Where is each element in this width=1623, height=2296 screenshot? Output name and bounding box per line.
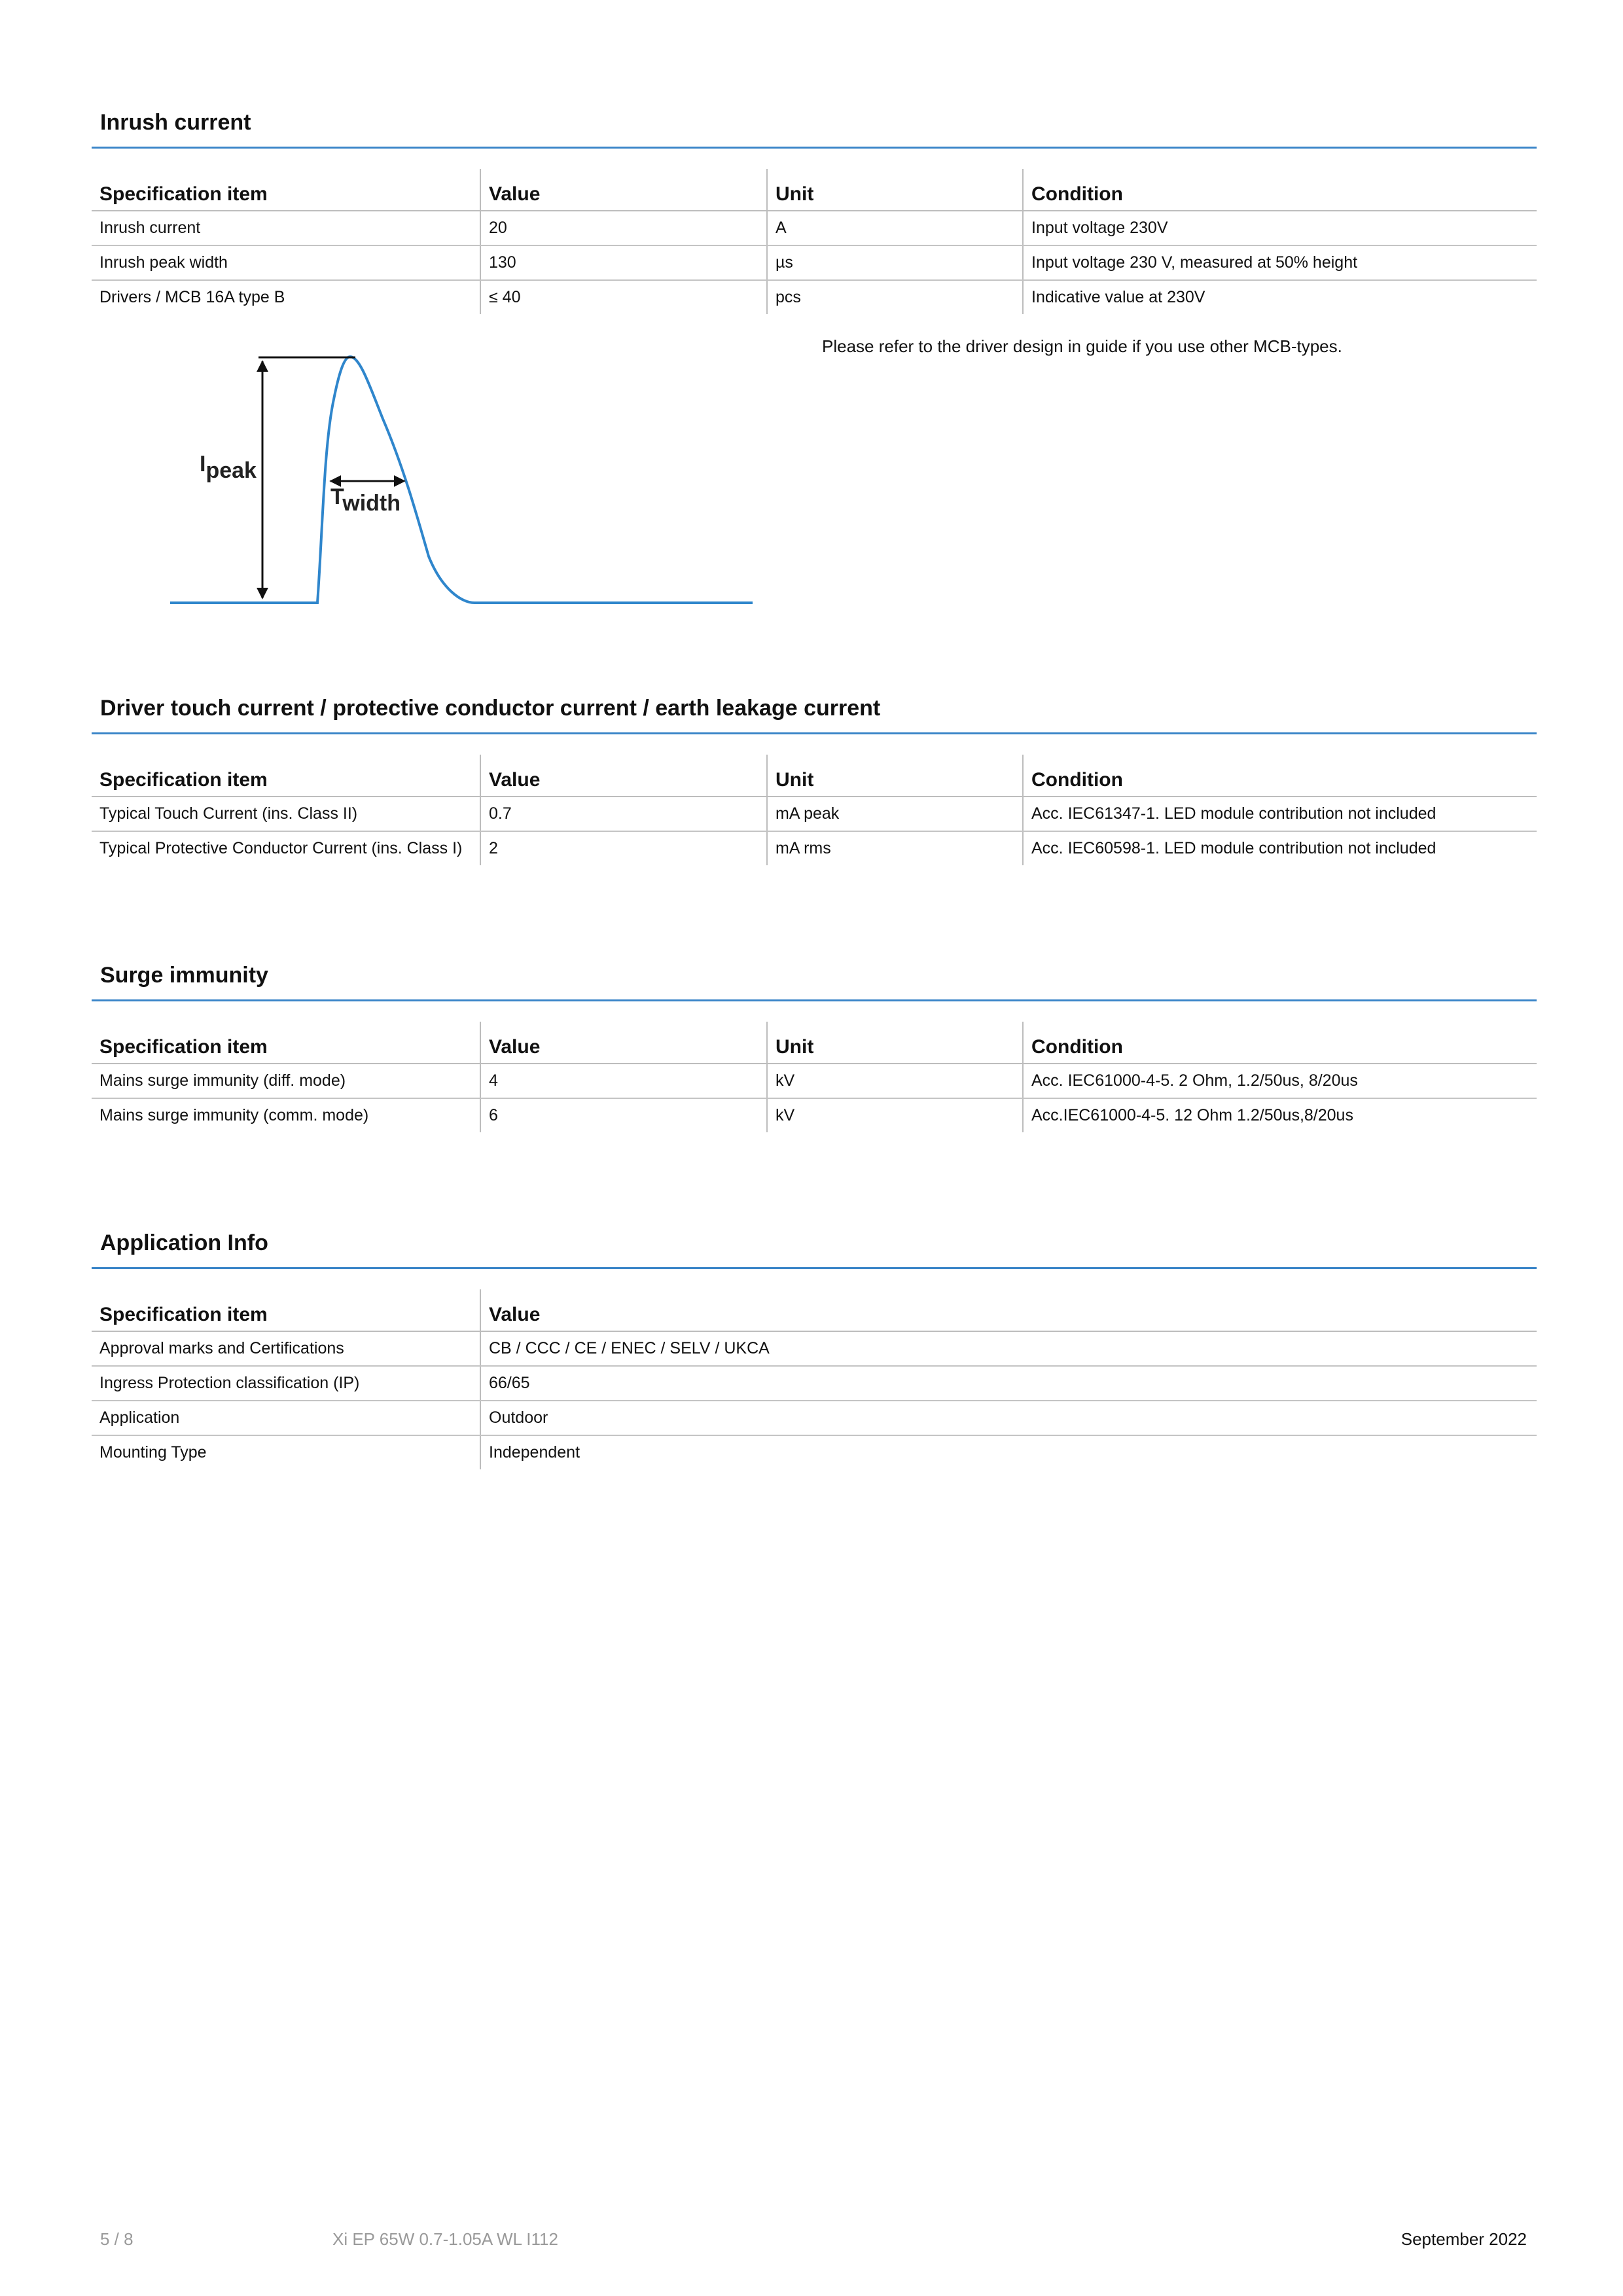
column-header: Specification item <box>92 169 480 211</box>
table-row <box>92 1366 1537 1401</box>
table-cell: CB / CCC / CE / ENEC / SELV / UKCA <box>480 1331 1537 1366</box>
table-cell: Ingress Protection classification (IP) <box>92 1366 480 1401</box>
column-header: Condition <box>1023 755 1537 797</box>
column-header: Specification item <box>92 1289 480 1331</box>
table-cell: Acc. IEC60598-1. LED module contribution not included <box>1023 831 1537 865</box>
inrush-section-title: Inrush current <box>100 110 251 135</box>
table-cell: 0.7 <box>480 797 767 831</box>
table-cell: Mounting Type <box>99 1443 207 1462</box>
table-cell: Independent <box>480 1435 1537 1469</box>
section-divider <box>92 1267 1537 1269</box>
table-cell: Approval marks and Certifications <box>92 1331 480 1366</box>
table-row <box>92 1401 1537 1435</box>
mcb-note: Please refer to the driver design in guide if you use other MCB-types. <box>822 336 1342 356</box>
section-divider <box>92 732 1537 734</box>
table-cell: Typical Touch Current (ins. Class II) <box>92 797 480 831</box>
table-cell: Mains surge immunity (diff. mode) <box>92 1064 480 1098</box>
table-cell: Acc.IEC61000-4-5. 12 Ohm 1.2/50us,8/20us <box>1023 1098 1537 1132</box>
touch-current-table <box>92 755 1537 865</box>
table-cell: mA peak <box>767 797 1023 831</box>
table-cell: Outdoor <box>480 1401 1537 1435</box>
table-cell: A <box>767 211 1023 245</box>
table-cell: Typical Protective Conductor Current (ins. Class I) <box>99 839 463 857</box>
column-header: Value <box>480 755 767 797</box>
table-header-row <box>92 755 1537 797</box>
column-header: Condition <box>1023 169 1537 211</box>
peak-label <box>200 452 257 483</box>
table-cell: Application <box>92 1401 480 1435</box>
surge-immunity-section-title: Surge immunity <box>100 963 268 988</box>
application-info-table <box>92 1289 1537 1469</box>
table-row <box>92 1435 1537 1469</box>
table-row <box>92 831 1537 865</box>
table-cell: Inrush peak width <box>92 245 480 280</box>
touch-current-section-title: Driver touch current / protective conductor current / earth leakage current <box>100 696 881 721</box>
publication-date: September 2022 <box>1400 2229 1527 2249</box>
touch-current-section <box>92 692 1537 865</box>
table-cell: ≤ 40 <box>480 280 767 314</box>
table-cell: 66/65 <box>480 1366 1537 1401</box>
table-cell: Input voltage 230V <box>1023 211 1537 245</box>
table-cell: 20 <box>480 211 767 245</box>
table-cell: kV <box>767 1098 1023 1132</box>
application-info-section <box>92 1227 1537 1469</box>
table-row <box>92 797 1537 831</box>
column-header: Value <box>480 1022 767 1064</box>
column-header: Unit <box>767 755 1023 797</box>
waveform-curve <box>170 357 753 603</box>
section-divider <box>92 999 1537 1001</box>
table-cell: Drivers / MCB 16A type B <box>99 288 285 306</box>
table-row <box>92 245 1537 280</box>
column-header: Specification item <box>92 755 480 797</box>
surge-immunity-section <box>92 959 1537 1132</box>
table-cell: pcs <box>767 280 1023 314</box>
table-row <box>92 280 1537 314</box>
table-cell: Indicative value at 230V <box>1023 280 1537 314</box>
table-row <box>92 211 1537 245</box>
section-divider <box>92 147 1537 149</box>
table-row <box>92 1098 1537 1132</box>
inrush-section <box>92 106 1537 314</box>
table-cell: kV <box>767 1064 1023 1098</box>
table-cell: 4 <box>480 1064 767 1098</box>
width-label <box>330 484 401 516</box>
width-label-main: T <box>330 484 343 509</box>
column-header: Value <box>480 1289 1537 1331</box>
table-cell: 2 <box>480 831 767 865</box>
table-header-row <box>92 169 1537 211</box>
table-cell: Input voltage 230 V, measured at 50% height <box>1023 245 1537 280</box>
surge-immunity-table <box>92 1022 1537 1132</box>
table-cell: Acc. IEC61347-1. LED module contribution not included <box>1023 797 1537 831</box>
table-cell: 130 <box>480 245 767 280</box>
table-header-row <box>92 1289 1537 1331</box>
table-row <box>92 1064 1537 1098</box>
table-cell: Mains surge immunity (comm. mode) <box>99 1106 369 1124</box>
column-header: Value <box>480 169 767 211</box>
table-cell: 6 <box>480 1098 767 1132</box>
table-cell: mA rms <box>767 831 1023 865</box>
column-header: Condition <box>1023 1022 1537 1064</box>
table-row <box>92 1331 1537 1366</box>
peak-label-sub: peak <box>205 458 257 483</box>
table-cell: µs <box>767 245 1023 280</box>
application-info-section-title: Application Info <box>100 1230 268 1255</box>
inrush-table <box>92 169 1537 314</box>
column-header: Unit <box>767 169 1023 211</box>
table-cell: Inrush current <box>92 211 480 245</box>
peak-label-main: I <box>200 452 206 476</box>
column-header: Unit <box>767 1022 1023 1064</box>
product-name: Xi EP 65W 0.7-1.05A WL I112 <box>332 2229 558 2249</box>
table-cell: Acc. IEC61000-4-5. 2 Ohm, 1.2/50us, 8/20us <box>1023 1064 1537 1098</box>
inrush-waveform-diagram <box>167 347 756 615</box>
column-header: Specification item <box>92 1022 480 1064</box>
page-number: 5 / 8 <box>100 2229 134 2249</box>
width-label-sub: width <box>342 491 401 516</box>
table-header-row <box>92 1022 1537 1064</box>
